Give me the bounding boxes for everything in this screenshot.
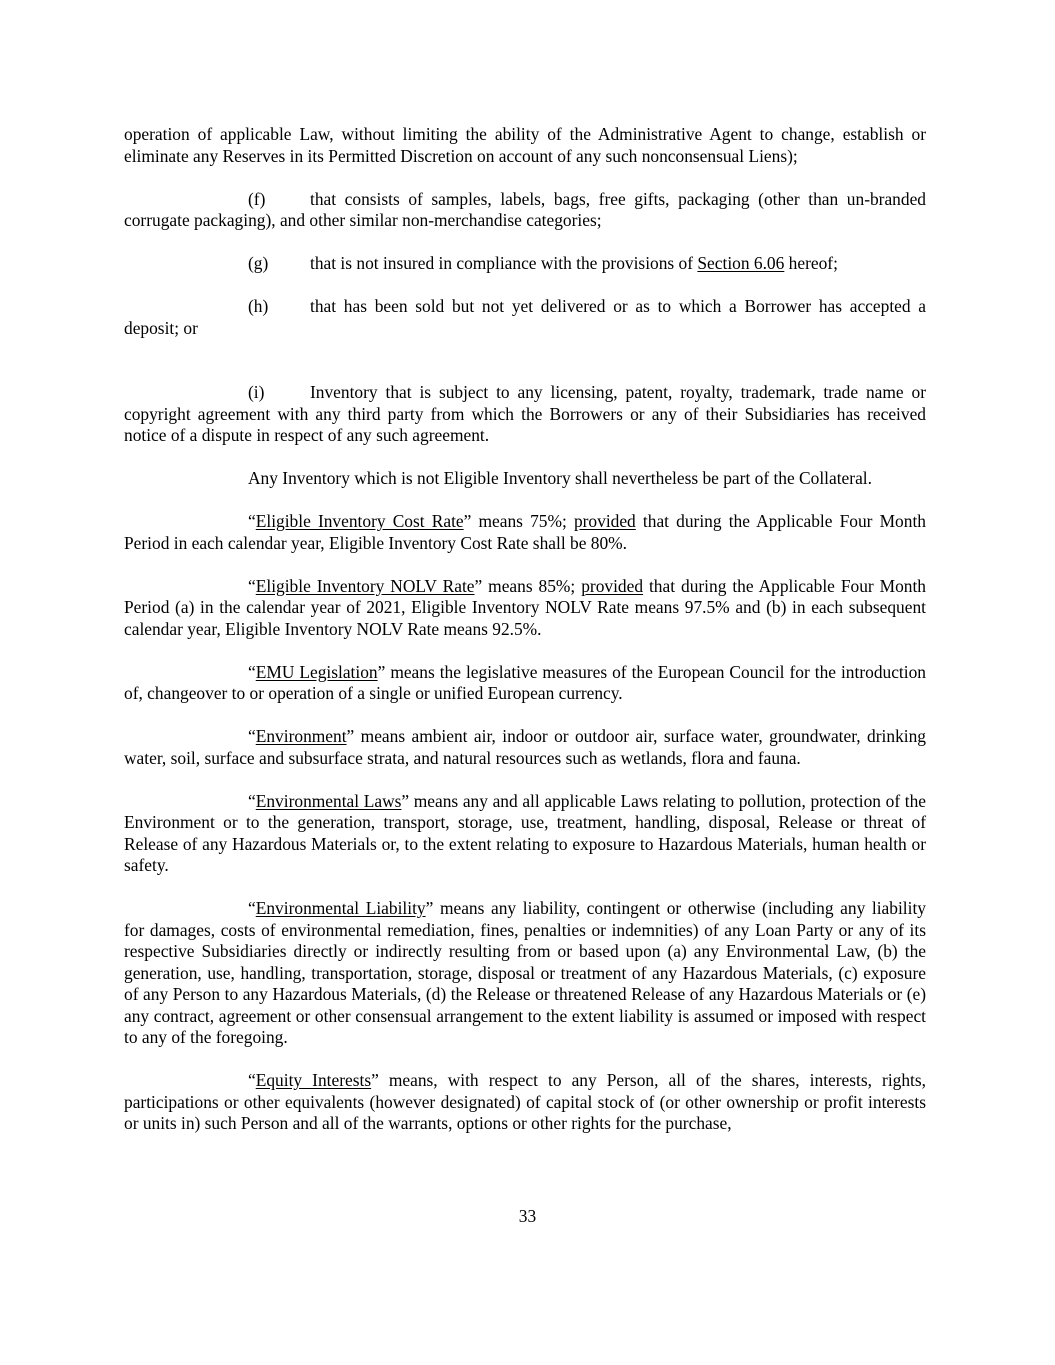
definition-environment: “Environment” means ambient air, indoor or outdoor air, surface water, groundwater, drinking water, soil, surface and subsurface strata, and natural resources such as wetlands, flora and fauna. — [124, 726, 926, 768]
proviso-term: provided — [581, 575, 644, 596]
page-number: 33 — [518, 1206, 537, 1226]
definition-text: ” means 85%; — [474, 575, 582, 596]
clause-f — [124, 189, 926, 232]
clause-h-line: deposit; or — [124, 317, 198, 338]
clause-text: that is not insured in compliance with the provisions of — [310, 253, 698, 273]
paragraph-continuation: operation of applicable Law, without limiting the ability of the Administrative Agent to change, establish or eliminate any Reserves in its Permitted Discretion on account of any such nonconsensual Liens); — [124, 124, 926, 166]
defined-term: Environmental Liability — [255, 898, 426, 918]
defined-term: Equity Interests — [255, 1070, 372, 1090]
definition-text: ” means, with respect to any Person, all of the shares, interests, rights, participations or other equivalents (however designated) of capital stock of (or other ownership or profit interests or units in) such Person and all of the warrants, options or other rights for the purchase, — [124, 1070, 926, 1133]
definition-text: ” means the legislative measures of the European Council for the introduction of, changeover to or operation of a single or unified European currency. — [124, 661, 926, 703]
definition-environmental-laws: “Environmental Laws” means any and all applicable Laws relating to pollution, protection of the Environment or to the generation, transport, storage, use, treatment, handling, disposal, Release or threat of Release of any Hazardous Materials or, to the extent relating to exposure to Hazardous Materials, human health or safety. — [124, 790, 926, 875]
defined-term: EMU Legislation — [255, 661, 378, 682]
definition-text: ” means any liability, contingent or otherwise (including any liability for damages, costs of environmental remediation, fines, penalties or indemnities) of any Loan Party or any of its respective Subsidiaries directly or indirectly resulting from or based upon (a) any Environmental Law, (b) the generation, use, handling, transportation, storage, disposal or treatment of any Hazardous Materials, (c) exposure of any Person to any Hazardous Materials, (d) the Release or threatened Release of any Hazardous Materials or (e) any contract, agreement or other consensual arrangement to the extent liability is assumed or imposed with respect to any of the foregoing. — [124, 898, 926, 1047]
clause-text: that consists of samples, labels, bags, free gifts, packaging (other than un-branded corrugate packaging), and other similar non-merchandise categories; — [124, 188, 926, 230]
definition-text: ” means 75%; — [463, 511, 574, 531]
clause-label: (h) — [248, 296, 269, 316]
definition-text: that during the Applicable Four Month Period (a) in the calendar year of 2021, Eligible Inventory NOLV Rate means 97.5% and (b) in each subsequent calendar year, Eligible Inventory NOLV Rate means 92.5%. — [124, 575, 927, 639]
section-reference: Section 6.06 — [697, 253, 785, 273]
definition-eligible-inventory-cost-rate: “Eligible Inventory Cost Rate” means 75%; provided that during the Applicable Four Month Period in each calendar year, Eligible Inventory Cost Rate shall be 80%. — [124, 511, 926, 553]
defined-term: Eligible Inventory NOLV Rate — [255, 575, 475, 596]
definition-text: ” means any and all applicable Laws relating to pollution, protection of the Environment or to the generation, transport, storage, use, treatment, handling, disposal, Release or threat of Release of any Hazardous Materials or, to the extent relating to exposure to Hazardous Materials, human health or safety. — [124, 790, 926, 875]
definition-text: that during the Applicable Four Month Period in each calendar year, Eligible Inventory Cost Rate shall be 80%. — [124, 511, 926, 553]
defined-term: Environment — [255, 726, 347, 746]
clause-text: that has been sold but not yet delivered or as to which a Borrower has accepted a — [310, 296, 926, 316]
clause-label: (i) — [248, 382, 265, 402]
clause-h — [124, 296, 926, 339]
definition-eligible-inventory-nolv-rate: “Eligible Inventory NOLV Rate” means 85%; provided that during the Applicable Four Month Period (a) in the calendar year of 2021, Eligible Inventory NOLV Rate means 97.5% and (b) in each subsequent calendar year, Eligible Inventory NOLV Rate means 92.5%. — [124, 575, 927, 639]
clause-h-line — [124, 296, 926, 318]
clause-text: Inventory that is subject to any licensing, patent, royalty, trademark, trade name or copyright agreement with any third party from which the Borrowers or any of their Subsidiaries has received notice of a dispute in respect of any such agreement. — [124, 382, 926, 445]
definition-emu-legislation: “EMU Legislation” means the legislative measures of the European Council for the introduction of, changeover to or operation of a single or unified European currency. — [124, 661, 926, 703]
clause-i — [124, 382, 926, 447]
defined-term: Environmental Laws — [255, 790, 402, 811]
page-body — [124, 124, 926, 1135]
definition-text: ” means ambient air, indoor or outdoor air, surface water, groundwater, drinking water, soil, surface and subsurface strata, and natural resources such as wetlands, flora and fauna. — [124, 726, 926, 768]
clause-label: (g) — [248, 253, 269, 273]
clause-label: (f) — [248, 188, 266, 209]
clause-g — [124, 253, 926, 275]
proviso-term: provided — [573, 511, 636, 531]
definition-environmental-liability: “Environmental Liability” means any liability, contingent or otherwise (including any liability for damages, costs of environmental remediation, fines, penalties or indemnities) of any Loan Party or any of its respective Subsidiaries directly or indirectly resulting from or based upon (a) any Environmental Law, (b) the generation, use, handling, transportation, storage, disposal or treatment of any Hazardous Materials, (c) exposure of any Person to any Hazardous Materials, (d) the Release or threatened Release of any Hazardous Materials or (e) any contract, agreement or other consensual arrangement to the extent liability is assumed or imposed with respect to any of the foregoing. — [124, 898, 926, 1047]
clause-text: hereof; — [784, 253, 838, 273]
inventory-note: Any Inventory which is not Eligible Inventory shall nevertheless be part of the Collateral. — [248, 468, 872, 488]
definition-equity-interests: “Equity Interests” means, with respect to any Person, all of the shares, interests, rights, participations or other equivalents (however designated) of capital stock of (or other ownership or profit interests or units in) such Person and all of the warrants, options or other rights for the purchase, — [124, 1070, 926, 1133]
defined-term: Eligible Inventory Cost Rate — [255, 511, 464, 531]
